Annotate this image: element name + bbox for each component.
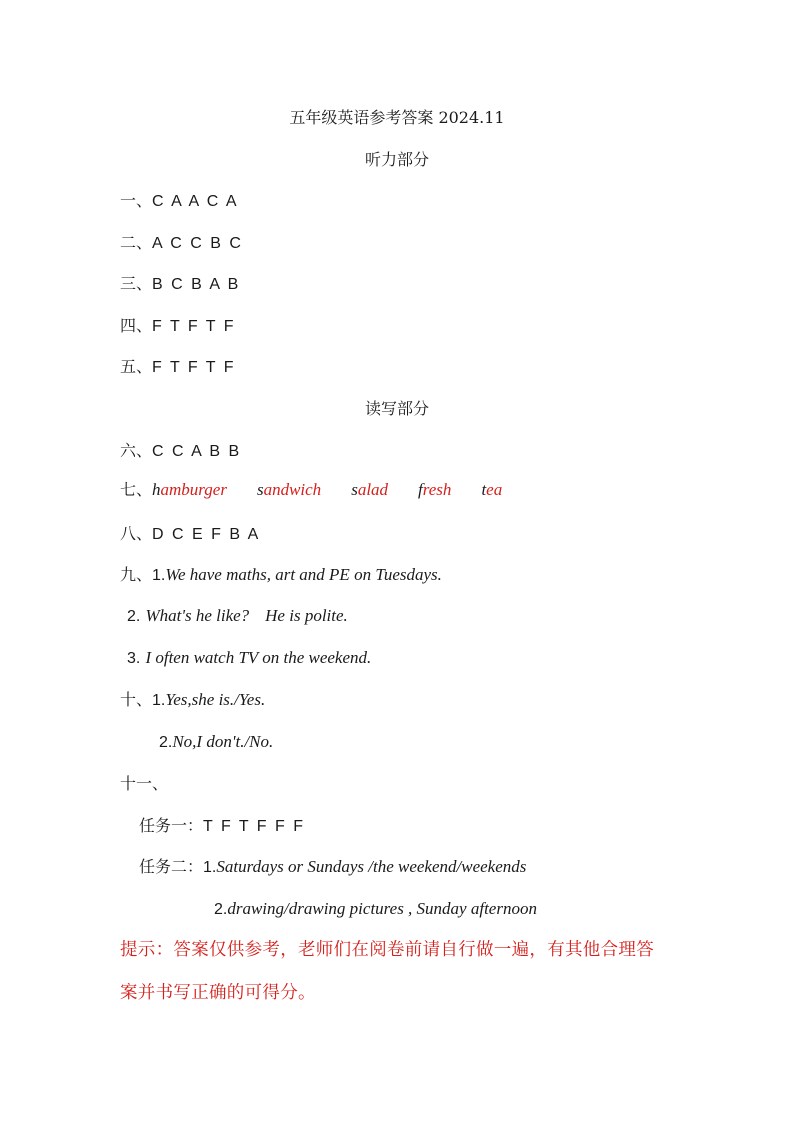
answer-sentence: drawing/drawing pictures , Sunday afternoon <box>227 899 537 918</box>
answer-sentence: Yes,she is./Yes. <box>165 690 266 709</box>
answer-row-11 <box>120 773 168 795</box>
reading-heading <box>0 398 794 420</box>
sub-number: 1. <box>152 692 166 709</box>
task-label: 任务一： <box>139 816 204 835</box>
answer-row-2 <box>120 232 243 255</box>
answer-sentence: I often watch TV on the weekend. <box>145 648 372 667</box>
task-2-row-2 <box>214 898 537 921</box>
sub-number: 2. <box>214 901 228 918</box>
answer-text: A C C B C <box>152 235 243 252</box>
question-number: 七、 <box>120 480 153 499</box>
listening-heading-text: 听力部分 <box>364 150 429 169</box>
page-title-text: 五年级英语参考答案 2024.11 <box>289 108 505 127</box>
answer-sentence: Saturdays or Sundays /the weekend/weekends <box>216 857 527 876</box>
question-number: 四、 <box>120 316 153 335</box>
answer-row-6 <box>120 440 241 463</box>
answer-sentence: We have maths, art and PE on Tuesdays. <box>165 565 442 584</box>
answer-row-8 <box>120 523 260 546</box>
answer-sentence: He is polite. <box>265 606 348 625</box>
word-tea <box>481 480 502 499</box>
answer-text: F T F T F <box>152 359 236 376</box>
answer-row-10-line-1 <box>120 689 265 712</box>
answer-row-10-line-2 <box>159 731 273 754</box>
question-number: 一、 <box>120 191 153 210</box>
question-number: 三、 <box>120 274 153 293</box>
note-text: 提示：答案仅供参考，老师们在阅卷前请自行做一遍，有其他合理答 <box>120 940 654 960</box>
word-first-letter: t <box>481 480 487 499</box>
answer-row-4 <box>120 315 236 338</box>
task-label: 任务二： <box>139 857 204 876</box>
word-rest: alad <box>357 480 389 499</box>
task-2-row-1 <box>139 856 526 879</box>
question-number: 五、 <box>120 357 153 376</box>
answer-sentence: No,I don't./No. <box>172 732 274 751</box>
word-rest: andwich <box>263 480 322 499</box>
sub-number: 3. <box>127 650 141 667</box>
answer-row-9-line-2 <box>127 605 348 628</box>
answer-text: B C B A B <box>152 276 241 293</box>
sub-number: 2. <box>127 608 141 625</box>
sub-number: 2. <box>159 734 173 751</box>
answer-text: D C E F B A <box>152 526 261 543</box>
word-first-letter: s <box>351 480 358 499</box>
question-number: 十、 <box>120 690 153 709</box>
listening-heading <box>0 149 794 171</box>
reading-heading-text: 读写部分 <box>364 399 429 418</box>
sub-number: 1. <box>152 567 166 584</box>
note-text: 案并书写正确的可得分。 <box>120 983 316 1003</box>
word-first-letter: f <box>418 480 423 499</box>
question-number: 八、 <box>120 524 153 543</box>
note-line-2 <box>120 982 316 1004</box>
word-sandwich <box>257 480 321 499</box>
answer-text: C C A B B <box>152 443 242 460</box>
question-number: 六、 <box>120 441 153 460</box>
answer-row-9-line-1 <box>120 564 442 587</box>
task-1-row <box>139 815 305 838</box>
answer-row-9-line-3 <box>127 647 371 670</box>
word-first-letter: s <box>256 480 264 499</box>
answer-text: F T F T F <box>152 318 236 335</box>
word-rest: resh <box>422 480 452 499</box>
question-number: 九、 <box>120 565 153 584</box>
word-salad <box>351 480 388 499</box>
word-rest: amburger <box>160 480 227 499</box>
answer-text: T F T F F F <box>203 818 306 835</box>
word-fresh <box>418 480 451 499</box>
answer-row-5 <box>120 356 236 379</box>
word-first-letter: h <box>152 480 161 499</box>
page-title <box>0 107 794 129</box>
word-hamburger <box>152 480 227 499</box>
question-number: 二、 <box>120 233 153 252</box>
note-line-1 <box>120 939 654 961</box>
answer-text: C A A C A <box>152 193 239 210</box>
answer-row-3 <box>120 273 240 296</box>
sub-number: 1. <box>203 859 217 876</box>
word-rest: ea <box>486 480 503 499</box>
answer-row-1 <box>120 190 239 213</box>
question-number: 十一、 <box>120 774 169 793</box>
answer-sentence: What's he like? <box>145 606 250 625</box>
answer-row-7 <box>120 479 502 501</box>
